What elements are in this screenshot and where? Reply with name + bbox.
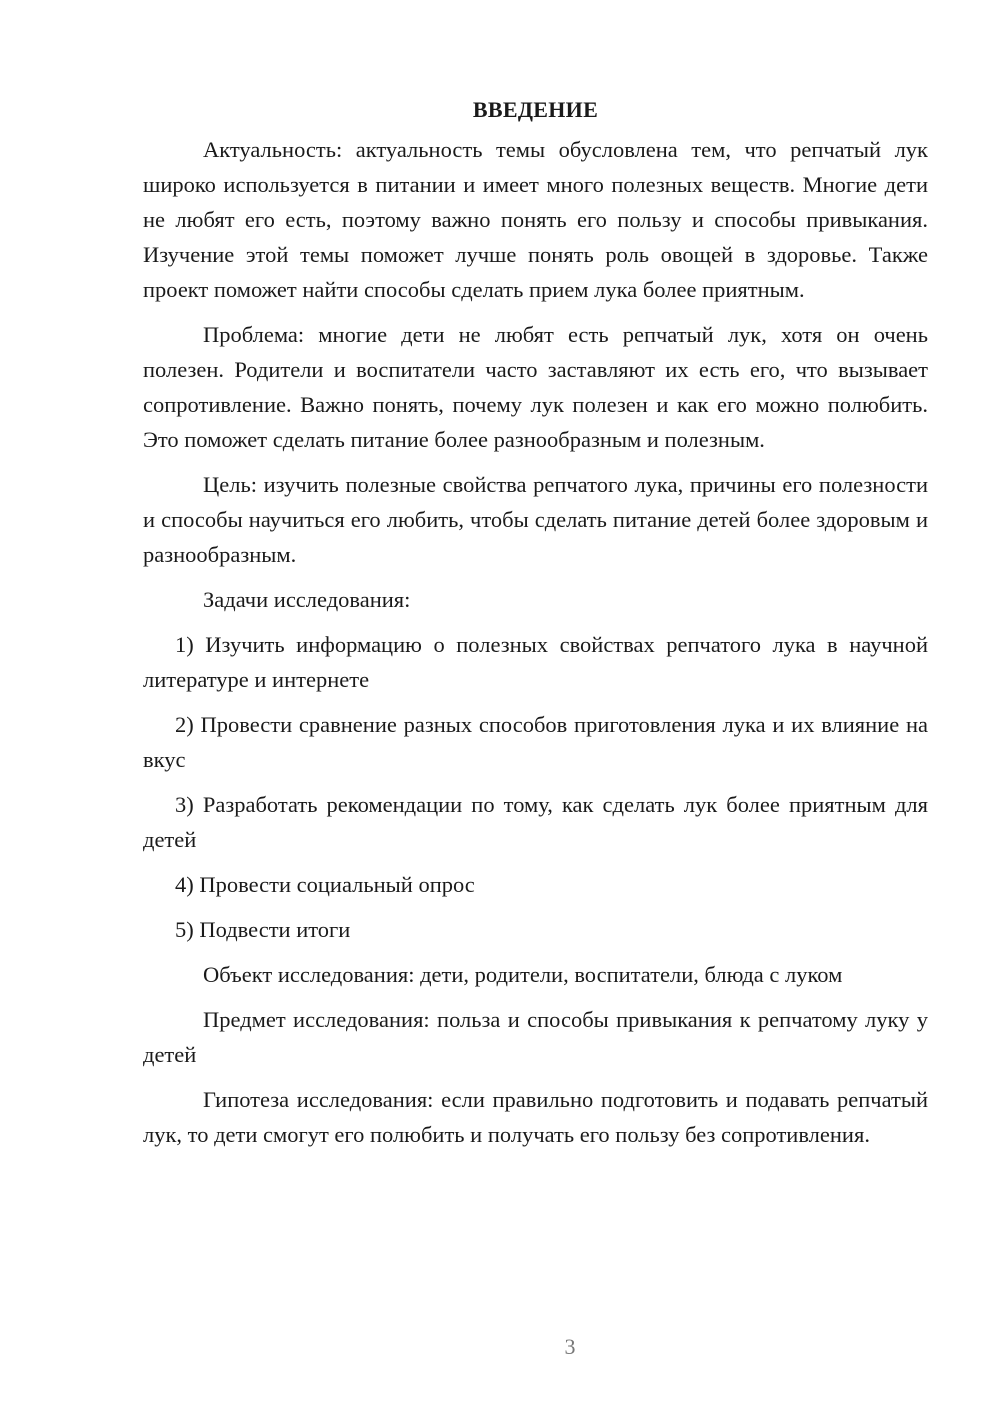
tasks-heading: Задачи исследования: — [203, 587, 411, 612]
relevance-paragraph: Актуальность: актуальность темы обусловлена тем, что репчатый лук широко используется в питании и имеет много полезных веществ. Многие дети не любят его есть, поэтому важно понять его пользу и способы привыкания. Изучение этой темы поможет лучше понять роль овощей в здоровье. Также проект поможет найти способы сделать прием лука более приятным. — [143, 137, 928, 302]
task-item-3: 3) Разработать рекомендации по тому, как сделать лук более приятным для детей — [143, 792, 928, 852]
tasks-list — [143, 627, 928, 947]
goal-paragraph: Цель: изучить полезные свойства репчатого лука, причины его полезности и способы научиться его любить, чтобы сделать питание детей более здоровым и разнообразным. — [143, 472, 928, 567]
hypothesis-paragraph: Гипотеза исследования: если правильно подготовить и подавать репчатый лук, то дети смогут его полюбить и получать его пользу без сопротивления. — [143, 1087, 928, 1147]
task-item-2: 2) Провести сравнение разных способов приготовления лука и их влияние на вкус — [143, 712, 928, 772]
document-page — [143, 92, 928, 1162]
task-item-4: 4) Провести социальный опрос — [175, 872, 475, 897]
task-item-5: 5) Подвести итоги — [175, 917, 351, 942]
problem-paragraph: Проблема: многие дети не любят есть репчатый лук, хотя он очень полезен. Родители и воспитатели часто заставляют их есть его, что вызывает сопротивление. Важно понять, почему лук полезен и как его можно полюбить. Это поможет сделать питание более разнообразным и полезным. — [143, 322, 928, 452]
object-paragraph: Объект исследования: дети, родители, воспитатели, блюда с луком — [203, 962, 843, 987]
section-title: ВВЕДЕНИЕ — [472, 97, 599, 122]
page-number: 3 — [564, 1334, 576, 1359]
task-item-1: 1) Изучить информацию о полезных свойствах репчатого лука в научной литературе и интернете — [143, 632, 928, 692]
subject-paragraph: Предмет исследования: польза и способы привыкания к репчатому луку у детей — [143, 1007, 928, 1067]
